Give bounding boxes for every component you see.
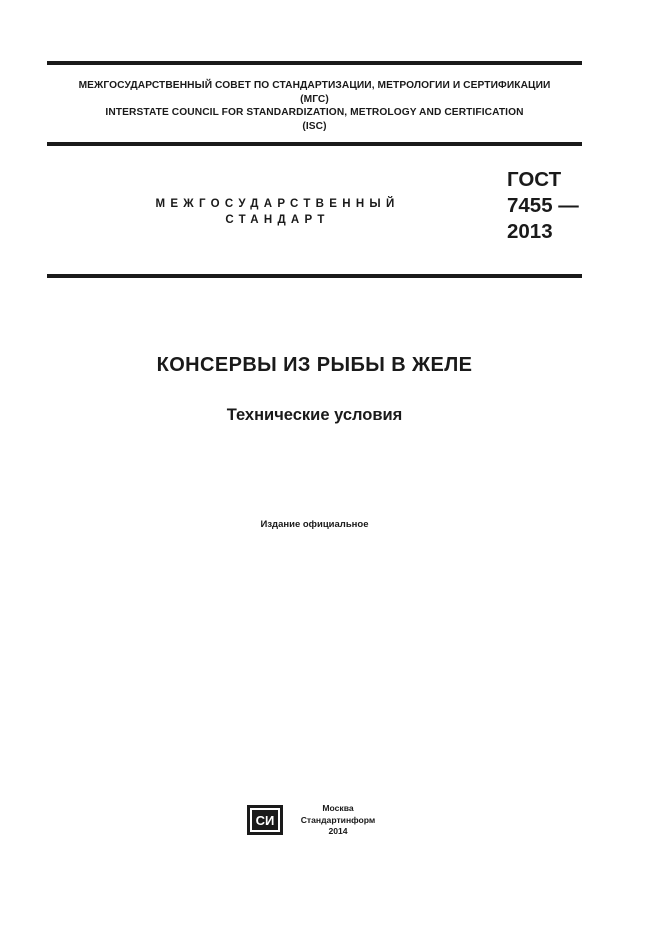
- publisher-city: Москва: [322, 803, 354, 813]
- bottom-rule: [47, 274, 582, 278]
- standard-kind-line2: СТАНДАРТ: [225, 214, 330, 226]
- designation-prefix: ГОСТ: [507, 168, 562, 191]
- document-subtitle: Технические условия: [226, 406, 403, 424]
- council-name-en: INTERSTATE COUNCIL FOR STANDARDIZATION, METROLOGY AND CERTIFICATION: [105, 107, 524, 118]
- standard-kind: [130, 196, 425, 228]
- council-name-ru: МЕЖГОСУДАРСТВЕННЫЙ СОВЕТ ПО СТАНДАРТИЗАЦИИ, МЕТРОЛОГИИ И СЕРТИФИКАЦИИ: [78, 80, 551, 91]
- document-title: КОНСЕРВЫ ИЗ РЫБЫ В ЖЕЛЕ: [156, 354, 473, 376]
- designation-number: 7455 —: [507, 194, 579, 217]
- logo-lettering: СИ: [255, 813, 275, 828]
- publisher-name: Стандартинформ: [300, 814, 376, 825]
- standard-designation: [507, 167, 579, 245]
- top-rule: [47, 61, 582, 65]
- middle-rule: [47, 142, 582, 146]
- publisher-imprint: [288, 803, 388, 838]
- council-abbr-ru: (МГС): [300, 93, 329, 105]
- edition-note: Издание официальное: [260, 519, 369, 530]
- council-header: [47, 79, 582, 133]
- council-abbr-en: (ISC): [302, 120, 327, 132]
- standard-kind-line1: МЕЖГОСУДАРСТВЕННЫЙ: [155, 198, 400, 210]
- standartinform-logo-icon: [247, 805, 283, 835]
- publisher-year: 2014: [328, 826, 348, 836]
- designation-year: 2013: [507, 220, 553, 243]
